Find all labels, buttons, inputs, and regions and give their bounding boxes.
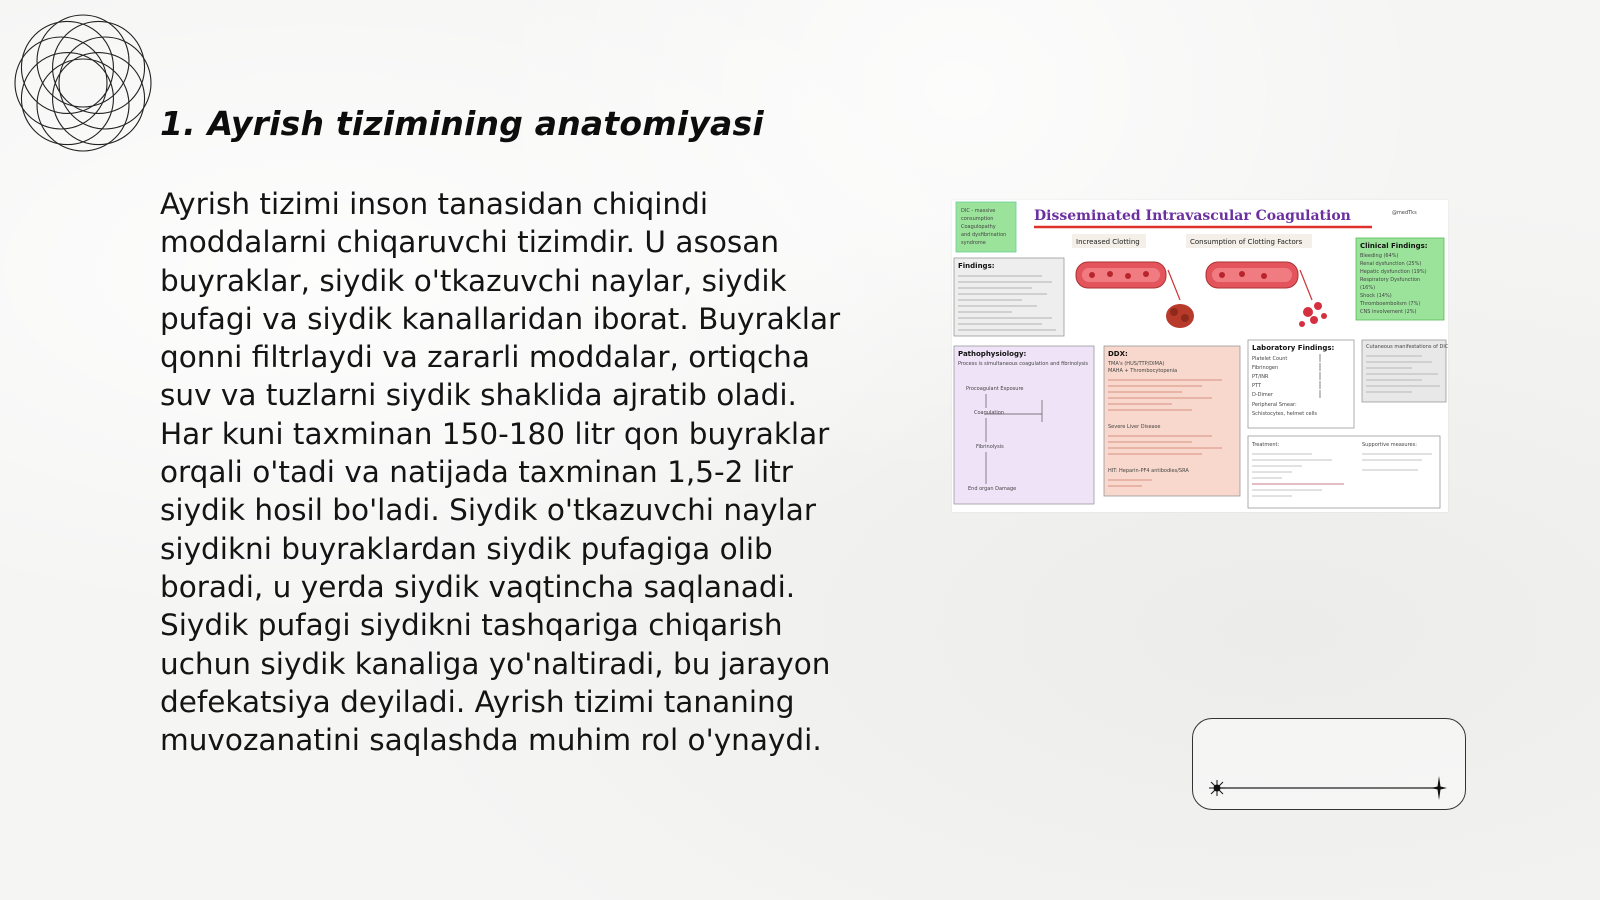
infographic-handle: @medTks bbox=[1392, 210, 1417, 216]
lab-item: Fibrinogen bbox=[1252, 365, 1279, 371]
lab-item: PTT bbox=[1252, 383, 1262, 389]
pathophysiology-heading: Pathophysiology: bbox=[958, 350, 1027, 358]
logo-ring bbox=[59, 37, 151, 129]
clinical-item: Bleeding (64%) bbox=[1360, 253, 1399, 259]
logo-ring bbox=[21, 21, 113, 113]
logo-ring bbox=[15, 37, 107, 129]
increased-clotting-label: Increased Clotting bbox=[1076, 238, 1140, 246]
consumption-label: Consumption of Clotting Factors bbox=[1190, 238, 1303, 246]
logo-ring bbox=[21, 53, 113, 145]
timeline-slider-box bbox=[1192, 718, 1466, 810]
ddx-item: Severe Liver Disease bbox=[1108, 424, 1161, 430]
clinical-item: CNS involvement (2%) bbox=[1360, 309, 1417, 315]
clinical-item: Respiratory Dysfunction bbox=[1360, 277, 1421, 283]
pathophysiology-subtext: Process is simultaneous coagulation and fibrinolysis bbox=[958, 361, 1089, 367]
patho-step: Fibrinolysis bbox=[976, 444, 1004, 450]
ddx-item: HIT: Heparin-PF4 antibodies/SRA bbox=[1108, 468, 1189, 474]
logo-ring bbox=[53, 53, 145, 145]
lab-item: D-Dimer bbox=[1252, 392, 1273, 398]
ddx-item: MAHA + Thrombocytopenia bbox=[1108, 368, 1178, 374]
pathophysiology-box bbox=[954, 346, 1094, 504]
logo-ring bbox=[53, 21, 145, 113]
dic-line: and dysfibrination bbox=[961, 232, 1007, 238]
patho-step: End organ Damage bbox=[968, 486, 1017, 492]
slide-body-text: Ayrish tizimi inson tanasidan chiqindi moddalarni chiqaruvchi tizimdir. U asosan buyraklar, siydik o'tkazuvchi naylar, siydik pufagi va siydik kanallaridan iborat. Buyraklar qonni filtrlaydi va zararli moddalar, ortiqcha suv va tuzlarni siydik shaklida ajratib oladi. Har kuni taxminan 150-180 litr qon buyraklar orqali o'tadi va natijada taxminan 1,5-2 litr siydik hosil bo'ladi. Siydik o'tkazuvchi naylar siydikni buyraklardan siydik pufagiga olib boradi, u yerda siydik vaqtincha saqlanadi. Siydik pufagi siydikni tashqariga chiqarish uchun siydik kanaliga yo'naltiradi, bu jarayon defekatsiya deyiladi. Ayrish tizimi tananing muvozanatini saqlashda muhim rol o'ynaydi. bbox=[160, 187, 841, 758]
sparkle-icon bbox=[1431, 776, 1447, 800]
dic-line: DIC - massive bbox=[961, 208, 996, 214]
clinical-item: (16%) bbox=[1360, 285, 1376, 291]
clinical-findings-heading: Clinical Findings: bbox=[1360, 242, 1428, 250]
findings-heading: Findings: bbox=[958, 262, 995, 270]
lab-item: Platelet Count bbox=[1252, 356, 1288, 362]
lab-findings-heading: Laboratory Findings: bbox=[1252, 344, 1335, 352]
clinical-item: Thromboembolism (7%) bbox=[1360, 301, 1421, 307]
logo-ring bbox=[37, 59, 129, 151]
patho-step: Procoagulant Exposure bbox=[966, 386, 1024, 392]
dic-line: syndrome bbox=[961, 240, 986, 246]
ddx-item: TMA's (HUS/TTP/DIMA) bbox=[1108, 361, 1165, 367]
sun-icon bbox=[1209, 780, 1225, 796]
dic-line: Coagulopathy bbox=[961, 224, 996, 230]
blood-vessel-illustration bbox=[1076, 262, 1327, 328]
cutaneous-heading: Cutaneous manifestations of DIC bbox=[1366, 344, 1448, 350]
infographic-title: Disseminated Intravascular Coagulation bbox=[1034, 208, 1351, 224]
logo-ring bbox=[37, 15, 129, 107]
clinical-item: Shock (14%) bbox=[1360, 293, 1392, 299]
ddx-heading: DDX: bbox=[1108, 350, 1128, 358]
orbital-circles-logo bbox=[8, 8, 158, 158]
lab-item: PT/INR bbox=[1252, 374, 1269, 380]
dic-line: consumption bbox=[961, 216, 994, 222]
slide-title: 1. Ayrish tizimining anatomiyasi bbox=[160, 104, 764, 143]
clinical-item: Hepatic dysfunction (19%) bbox=[1360, 269, 1427, 275]
patho-step: Coagulation bbox=[974, 410, 1004, 416]
supportive-heading: Supportive measures: bbox=[1362, 442, 1417, 448]
lab-item: Peripheral Smear: bbox=[1252, 402, 1297, 408]
clinical-item: Renal dysfunction (25%) bbox=[1360, 261, 1422, 267]
treatment-heading: Treatment: bbox=[1252, 442, 1280, 448]
dic-infographic-image bbox=[952, 200, 1448, 512]
lab-item: Schistocytes, helmet cells bbox=[1252, 411, 1317, 417]
